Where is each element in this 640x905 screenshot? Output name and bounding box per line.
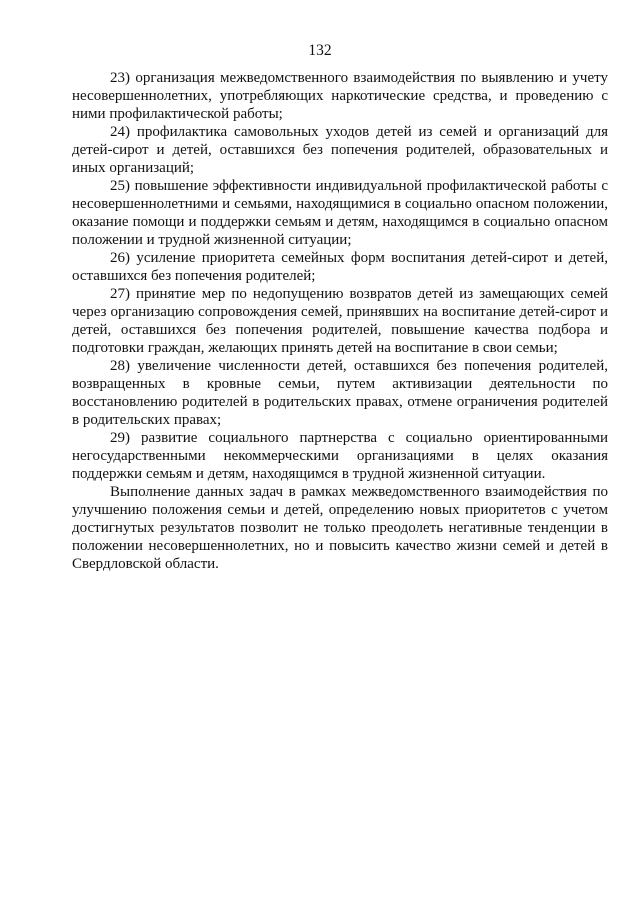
paragraph-item-25: 25) повышение эффективности индивидуальной профилактической работы с несовершеннолетними и семьями, находящимися в социально опасном положении, оказание помощи и поддержки семьям и детям, находящимся в социально опасном положении и трудной жизненной ситуации; bbox=[72, 178, 608, 248]
paragraph-item-24: 24) профилактика самовольных уходов детей из семей и организаций для детей-сирот и детей, оставшихся без попечения родителей, образовательных и иных организаций; bbox=[72, 124, 608, 176]
paragraph-item-28: 28) увеличение численности детей, оставшихся без попечения родителей, возвращенных в кровные семьи, путем активизации деятельности по восстановлению родителей в родительских правах, отмене ограничения родителей в родительских правах; bbox=[72, 358, 608, 428]
paragraph-item-29: 29) развитие социального партнерства с социально ориентированными негосударственными некоммерческими организациями в целях оказания поддержки семьям и детям, находящимся в трудной жизненной ситуации. bbox=[72, 430, 608, 482]
paragraph-conclusion: Выполнение данных задач в рамках межведомственного взаимодействия по улучшению положения семьи и детей, определению новых приоритетов с учетом достигнутых результатов позволит не только преодолеть негативные тенденции в положении несовершеннолетних, но и повысить качество жизни семей и детей в Свердловской области. bbox=[72, 484, 608, 572]
document-body bbox=[72, 69, 608, 573]
page-number: 132 bbox=[308, 42, 332, 59]
paragraph-item-26: 26) усиление приоритета семейных форм воспитания детей-сирот и детей, оставшихся без попечения родителей; bbox=[72, 250, 608, 284]
paragraph-item-23: 23) организация межведомственного взаимодействия по выявлению и учету несовершеннолетних, употребляющих наркотические средства, и проведению с ними профилактической работы; bbox=[72, 70, 608, 122]
paragraph-item-27: 27) принятие мер по недопущению возвратов детей из замещающих семей через организацию сопровождения семей, принявших на воспитание детей-сирот и детей, оставшихся без попечения родителей, повышение качества подбора и подготовки граждан, желающих принять детей на воспитание в свои семьи; bbox=[72, 286, 608, 356]
